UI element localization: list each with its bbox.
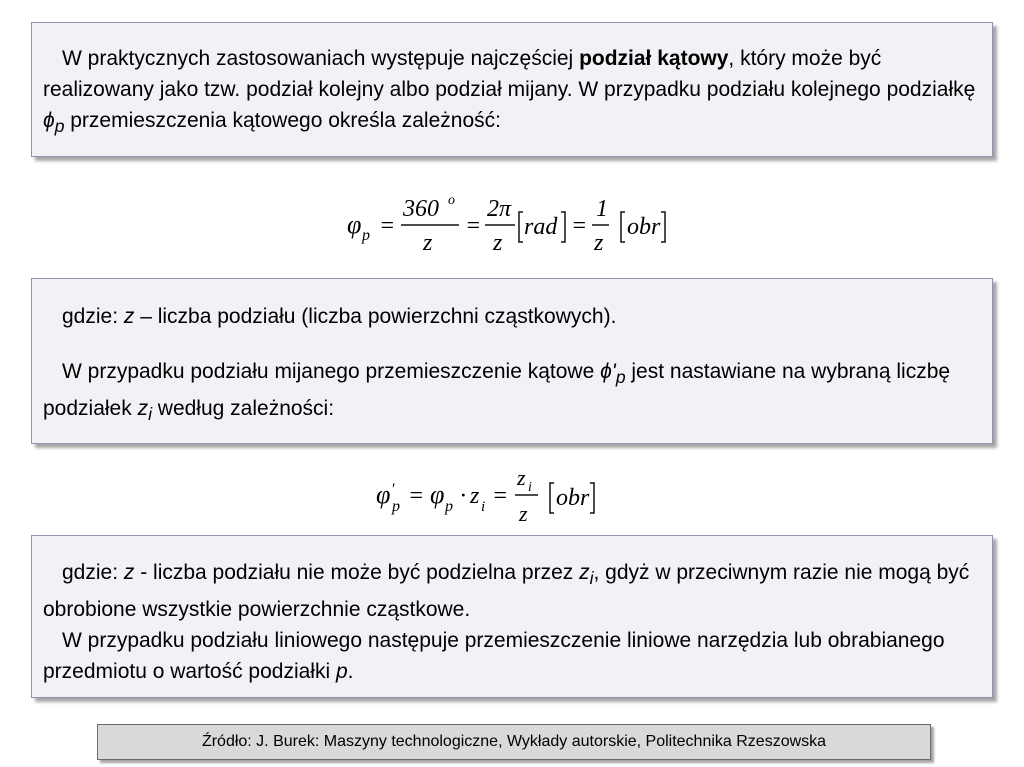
definition-text-box-1 [31, 278, 993, 444]
f1-obr: obr [627, 214, 661, 240]
f1-bracket-right-1 [561, 212, 565, 242]
box2-zi-sub: i [148, 404, 152, 425]
box2-text-1: gdzie: [62, 305, 124, 328]
f2-i: i [481, 499, 486, 515]
f1-den-1: z [423, 230, 433, 256]
f2-p-1: p [392, 498, 400, 515]
f1-p: p [362, 227, 370, 244]
f2-bracket-right [590, 483, 594, 513]
intro-bold-term: podział kątowy [579, 47, 729, 70]
phi-subscript: p [54, 116, 65, 137]
f1-den-2: z [493, 230, 503, 256]
f2-p-2: p [445, 498, 453, 515]
f1-bracket-right-2 [661, 212, 665, 242]
box3-zi: z [579, 561, 590, 584]
box2-zi: z [137, 397, 149, 421]
box2-text-2: – liczba podziału (liczba powierzchni cząstkowych). [134, 305, 617, 328]
source-citation: Źródło: J. Burek: Maszyny technologiczne, Wykłady autorskie, Politechnika Rzeszowska [97, 724, 931, 760]
intro-text-3: przemieszczenia kątowego określa zależność: [64, 109, 501, 132]
f1-den-3: z [594, 230, 604, 256]
f1-bracket-left-1 [519, 212, 523, 242]
paragraph-gap [43, 332, 982, 356]
intro-paragraph [43, 43, 982, 142]
f1-rad: rad [524, 214, 558, 240]
f2-dot: · [460, 483, 466, 509]
linear-division-paragraph [43, 625, 982, 687]
intro-text-2: , który może być realizowany jako tzw. podział kolejny albo podział mijany. W przypadku podziału kolejnego podziałkę [43, 47, 976, 101]
phi-symbol: ϕ [43, 109, 55, 132]
definition-text-box-2 [31, 535, 993, 698]
formula-angular-pitch-svg [343, 188, 683, 260]
intro-text-1: W praktycznych zastosowaniach występuje najczęściej [62, 47, 580, 70]
box2-text-5: według zależności: [151, 397, 335, 421]
f2-bracket-left [550, 483, 554, 513]
f1-num-1: 1 [596, 196, 608, 222]
f1-num-2pi: 2π [487, 196, 512, 222]
f1-eq3: = [571, 213, 588, 239]
box3-text-1: gdzie: [62, 561, 124, 584]
box3-text-3: , gdyż w przeciwnym razie nie mogą być obrobione wszystkie powierzchnie cząstkowe. [43, 561, 970, 622]
f1-phi: φ [347, 210, 362, 239]
f2-num-z: z [517, 465, 526, 490]
f2-phi-1: φ [376, 480, 391, 509]
box3-p: p [335, 660, 348, 684]
formula-alternate-pitch [372, 465, 612, 529]
box2-text-3: W przypadku podziału mijanego przemieszczenie kątowe [62, 360, 601, 383]
box2-z: z [123, 305, 135, 328]
alternate-division-paragraph [43, 356, 982, 430]
box2-phi-prime: ϕ' [600, 360, 616, 383]
f1-degree: o [448, 193, 455, 208]
definition-z-paragraph [43, 301, 982, 332]
f2-z: z [470, 483, 480, 509]
box3-dot: . [347, 660, 354, 684]
f1-bracket-left-2 [621, 212, 625, 242]
f2-obr: obr [556, 485, 590, 511]
intro-text-box [31, 22, 993, 157]
f1-num-360: 360 [403, 196, 439, 222]
f2-eq2: = [492, 483, 509, 509]
f1-eq2: = [465, 213, 482, 239]
box3-text-4: W przypadku podziału liniowego następuje przemieszczenie liniowe narzędzia lub obrabianego przedmiotu o wartość podziałki [43, 629, 945, 684]
box2-phi-sub: p [615, 367, 626, 388]
box2-text-4: jest nastawiane na wybraną liczbę podziałek [43, 360, 951, 421]
f2-num-i: i [528, 480, 532, 495]
formula-angular-pitch [343, 188, 683, 260]
formula-alternate-pitch-svg [372, 465, 612, 529]
box3-zi-sub: i [589, 568, 594, 589]
f2-phi-2: φ [430, 480, 445, 509]
box3-text-2: - liczba podziału nie może być podzielna przez [134, 561, 580, 584]
f1-eq1: = [379, 213, 396, 239]
divisibility-paragraph [43, 557, 982, 625]
box3-z: z [123, 561, 135, 584]
f2-eq1: = [408, 483, 425, 509]
f2-prime: ′ [391, 481, 395, 498]
f2-den-z: z [519, 501, 528, 526]
